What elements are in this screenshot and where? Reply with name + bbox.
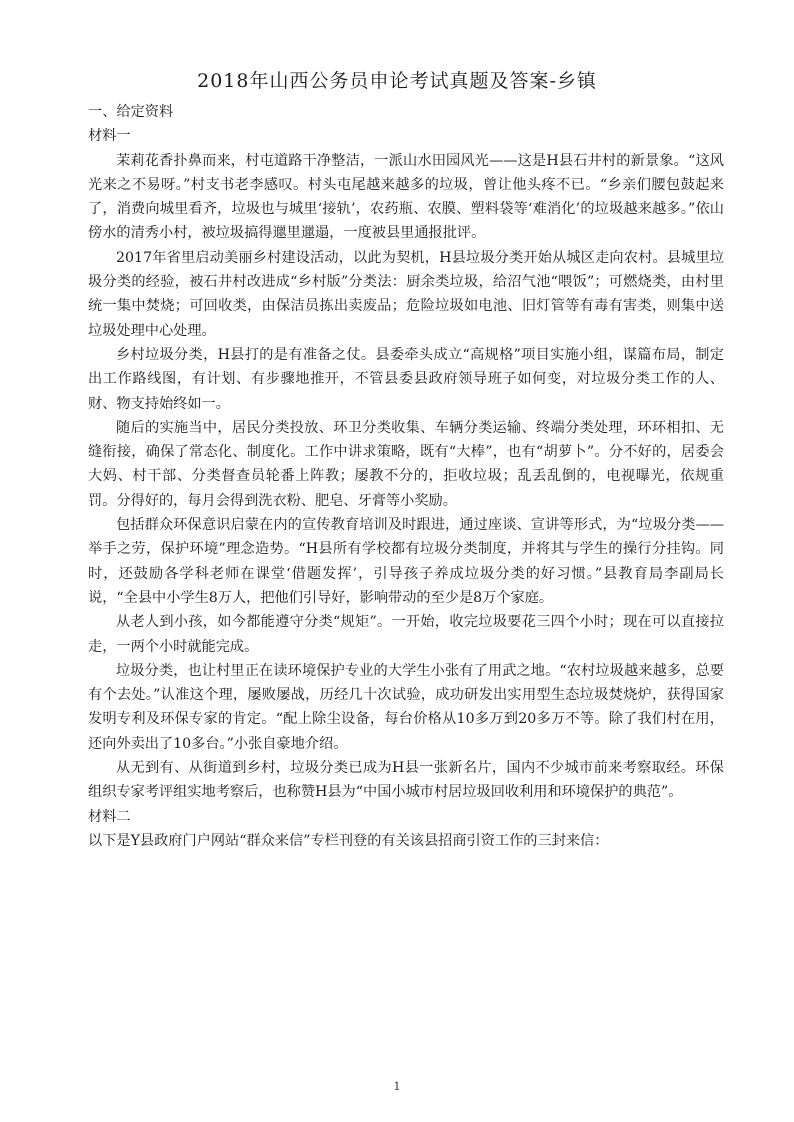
paragraph: 从无到有、从街道到乡村，垃圾分类已成为H县一张新名片，国内不少城市前来考察取经。环保组织专家考评组实地考察后，也称赞H县为“中国小城市村居垃圾回收利用和环境保护的典范”。	[88, 760, 724, 801]
page-number: 1	[393, 1080, 401, 1093]
paragraph: 乡村垃圾分类，H县打的是有准备之仗。县委牵头成立“高规格”项目实施小组，谋篇布局，制定出工作路线图，有计划、有步骤地推开，不管县委县政府领导班子如何变，对垃圾分类工作的人、财、物支持始终如一。	[88, 346, 724, 412]
page-title: 2018年山西公务员申论考试真题及答案-乡镇	[197, 70, 597, 92]
paragraph: 随后的实施当中，居民分类投放、环卫分类收集、车辆分类运输、终端分类处理，环环相扣、无缝衔接，确保了常态化、制度化。工作中讲求策略，既有“大棒”，也有“胡萝卜”。分不好的，居委会大妈、村干部、分类督查员轮番上阵教；屡教不分的，拒收垃圾；乱丢乱倒的，电视曝光，依规重罚。分得好的，每月会得到洗衣粉、肥皂、牙膏等小奖励。	[88, 419, 724, 509]
paragraph: 以下是Y县政府门户网站“群众来信”专栏刊登的有关该县招商引资工作的三封来信：	[88, 832, 609, 849]
material-label: 材料二	[88, 808, 131, 825]
paragraph: 茉莉花香扑鼻而来，村屯道路干净整洁，一派山水田园风光——这是H县石井村的新景象。“这风光来之不易呀。”村支书老李感叹。村头屯尾越来越多的垃圾，曾让他头疼不已。“乡亲们腰包鼓起来了，消费向城里看齐，垃圾也与城里‘接轨’，农药瓶、农膜、塑料袋等‘难消化’的垃圾越来越多。”依山傍水的清秀小村，被垃圾搞得邋里邋遢，一度被县里通报批评。	[88, 152, 724, 242]
document-body	[88, 100, 724, 853]
paragraph: 包括群众环保意识启蒙在内的宣传教育培训及时跟进，通过座谈、宣讲等形式，为“垃圾分类——举手之劳，保护环境”理念造势。“H县所有学校都有垃圾分类制度，并将其与学生的操行分挂钩。同时，还鼓励各学科老师在课堂‘借题发挥’，引导孩子养成垃圾分类的好习惯。”县教育局李副局长说，“全县中小学生8万人，把他们引导好，影响带动的至少是8万个家庭。	[88, 517, 724, 606]
material-label: 材料一	[88, 128, 131, 145]
section-heading: 一、给定资料	[88, 104, 174, 120]
paragraph: 从老人到小孩，如今都能遵守分类“规矩”。一开始，收完垃圾要花三四个小时；现在可以直接拉走，一两个小时就能完成。	[88, 614, 724, 655]
paragraph: 垃圾分类，也让村里正在读环境保护专业的大学生小张有了用武之地。“农村垃圾越来越多，总要有个去处。”认准这个理，屡败屡战，历经几十次试验，成功研发出实用型生态垃圾焚烧炉，获得国家发明专利及环保专家的肯定。“配上除尘设备，每台价格从10多万到20多万不等。除了我们村在用，还向外卖出了10多台。”小张自豪地介绍。	[88, 662, 724, 752]
paragraph: 2017年省里启动美丽乡村建设活动，以此为契机，H县垃圾分类开始从城区走向农村。县城里垃圾分类的经验，被石井村改进成“乡村版”分类法：厨余类垃圾，给沼气池“喂饭”；可燃烧类，由村里统一集中焚烧；可回收类，由保洁员拣出卖废品；危险垃圾如电池、旧灯管等有毒有害类，则集中送垃圾处理中心处理。	[88, 249, 724, 339]
